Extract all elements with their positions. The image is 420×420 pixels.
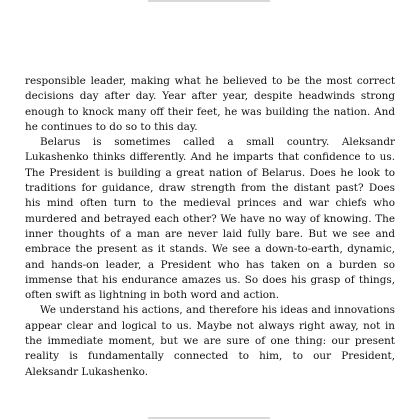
document-page [25, 74, 395, 380]
top-page-divider [148, 0, 270, 2]
paragraph-1: responsible leader, making what he believed to be the most correct decisions day after day. Year after year, despite headwinds strong enough to knock many off their feet, he was building the nation. And he continues to do so to this day. [25, 75, 395, 133]
bottom-page-divider [148, 417, 270, 419]
paragraph-2: Belarus is sometimes called a small country. Aleksandr Lukashenko thinks differently. And he imparts that confidence to us. The President is building a great nation of Belarus. Does he look to traditions for guidance, draw strength from the distant past? Does his mind often turn to the medieval princes and war chiefs who murdered and betrayed each other? We have no way of knowing. The inner thoughts of a man are never laid fully bare. But we see and embrace the present as it stands. We see a down-to-earth, dynamic, and hands-on leader, a President who has taken on a burden so immense that his endurance amazes us. So does his grasp of things, often swift as lightning in both word and action. [25, 136, 395, 302]
paragraph-3: We understand his actions, and therefore his ideas and innovations appear clear and logical to us. Maybe not always right away, not in the immediate moment, but we are sure of one thing: our present reality is fundamentally connected to him, to our President, Aleksandr Lukashenko. [25, 304, 395, 378]
